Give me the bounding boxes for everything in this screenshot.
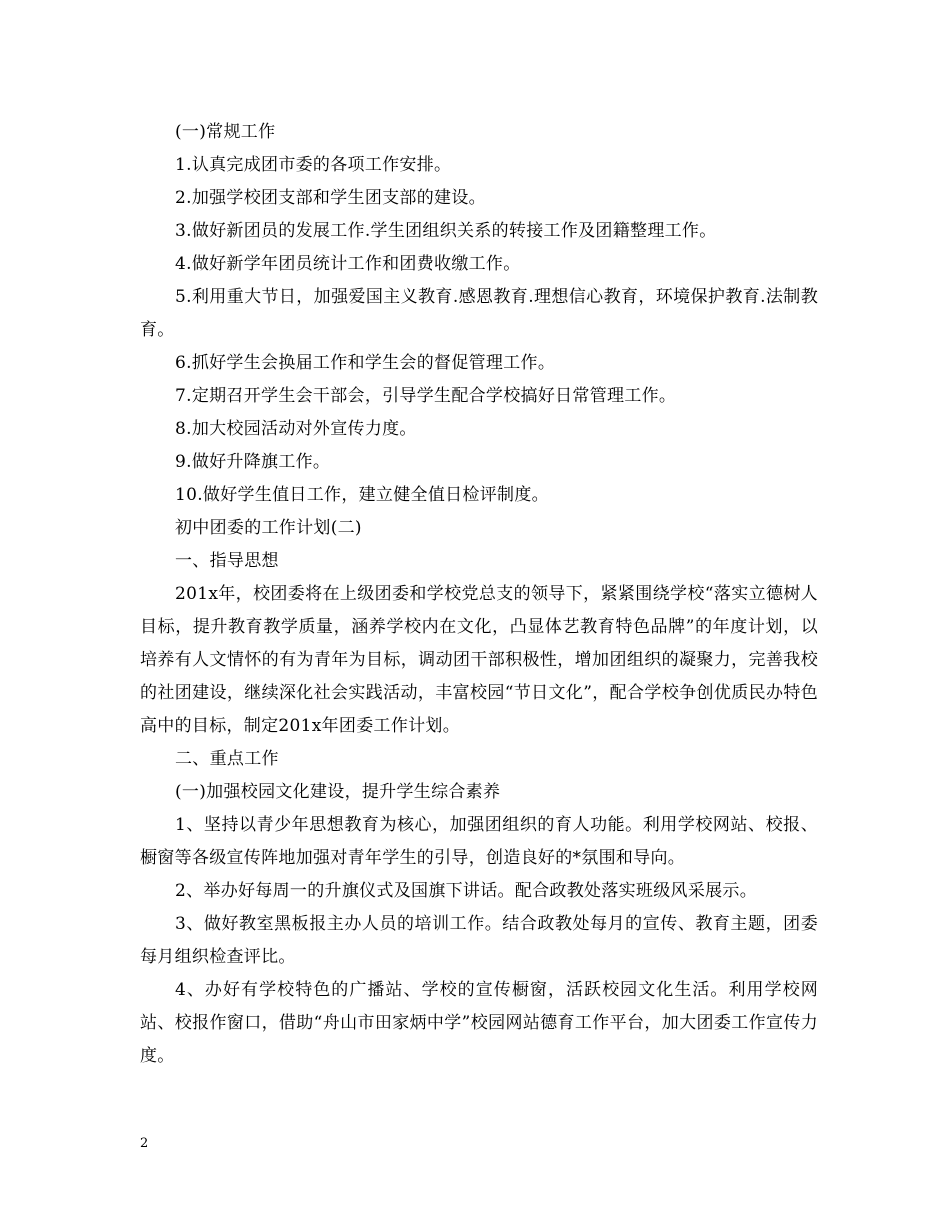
paragraph-item-7: 7.定期召开学生会干部会，引导学生配合学校搞好日常管理工作。 xyxy=(175,386,677,406)
paragraph-heading-guiding-ideology: 一、指导思想 xyxy=(175,551,279,571)
paragraph-item-6: 6.抓好学生会换届工作和学生会的督促管理工作。 xyxy=(175,353,556,373)
paragraph-key-item-1: 1、坚持以青少年思想教育为核心，加强团组织的育人功能。利用学校网站、校报、橱窗等各级宣传阵地加强对青年学生的引导，创造良好的*氛围和导向。 xyxy=(140,815,818,868)
paragraph-heading-key-work: 二、重点工作 xyxy=(175,749,279,769)
paragraph-subheading-campus-culture: (一)加强校园文化建设，提升学生综合素养 xyxy=(175,782,501,802)
paragraph-item-10: 10.做好学生值日工作，建立健全值日检评制度。 xyxy=(175,485,549,505)
paragraph-plan-title-2: 初中团委的工作计划(二) xyxy=(175,518,362,538)
paragraph-item-5: 5.利用重大节日，加强爱国主义教育.感恩教育.理想信心教育，环境保护教育.法制教育。 xyxy=(140,287,818,340)
document-body xyxy=(140,116,818,1073)
paragraph-item-3: 3.做好新团员的发展工作.学生团组织关系的转接工作及团籍整理工作。 xyxy=(175,221,717,241)
page-number: 2 xyxy=(140,1136,149,1151)
paragraph-key-item-4: 4、办好有学校特色的广播站、学校的宣传橱窗，活跃校园文化生活。利用学校网站、校报作窗口，借助“舟山市田家炳中学”校园网站德育工作平台，加大团委工作宣传力度。 xyxy=(140,980,818,1066)
paragraph-item-4: 4.做好新学年团员统计工作和团费收缴工作。 xyxy=(175,254,521,274)
paragraph-item-2: 2.加强学校团支部和学生团支部的建设。 xyxy=(175,188,486,208)
paragraph-key-item-3: 3、做好教室黑板报主办人员的培训工作。结合政教处每月的宣传、教育主题，团委每月组织检查评比。 xyxy=(140,914,818,967)
paragraph-item-9: 9.做好升降旗工作。 xyxy=(175,452,331,472)
paragraph-item-1: 1.认真完成团市委的各项工作安排。 xyxy=(175,155,452,175)
paragraph-item-8: 8.加大校园活动对外宣传力度。 xyxy=(175,419,417,439)
paragraph-section-heading-routine: (一)常规工作 xyxy=(175,122,276,142)
paragraph-key-item-2: 2、举办好每周一的升旗仪式及国旗下讲话。配合政教处落实班级风采展示。 xyxy=(175,881,758,901)
paragraph-guiding-ideology-body: 201x年，校团委将在上级团委和学校党总支的领导下，紧紧围绕学校“落实立德树人目标，提升教育教学质量，涵养学校内在文化，凸显体艺教育特色品牌”的年度计划，以培养有人文情怀的有为青年为目标，调动团干部积极性，增加团组织的凝聚力，完善我校的社团建设，继续深化社会实践活动，丰富校园“节日文化”，配合学校争创优质民办特色高中的目标，制定201x年团委工作计划。 xyxy=(140,584,818,736)
